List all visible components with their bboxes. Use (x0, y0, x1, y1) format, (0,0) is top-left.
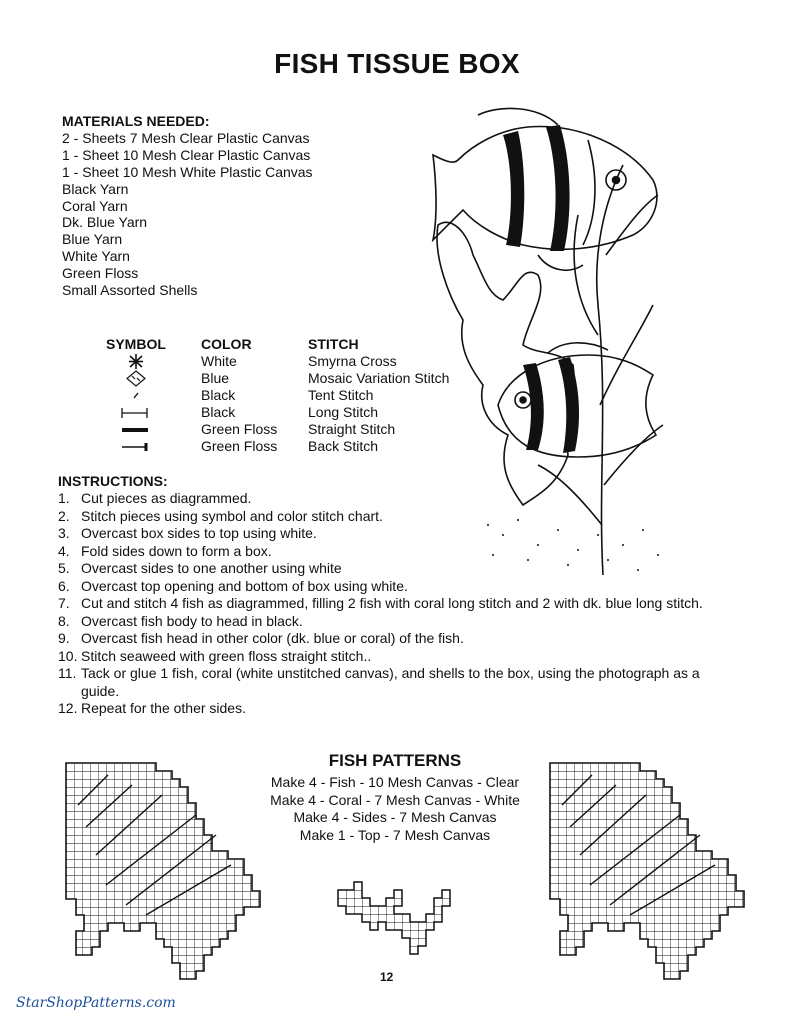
step-text: Overcast fish body to head in black. (81, 612, 303, 629)
instruction-step (58, 665, 738, 700)
materials-section (62, 113, 313, 299)
instructions-header: INSTRUCTIONS: (58, 473, 168, 489)
legend-header-symbol: SYMBOL (106, 336, 166, 352)
materials-item: 2 - Sheets 7 Mesh Clear Plastic Canvas (62, 129, 310, 146)
step-text: Repeat for the other sides. (81, 700, 246, 716)
step-text: Overcast fish head in other color (dk. blue or coral) of the fish. (81, 630, 464, 646)
long-stitch-symbol-icon (106, 404, 186, 421)
step-number: 6. (58, 577, 70, 594)
coral-pattern (338, 882, 458, 962)
instruction-step (58, 700, 738, 718)
instruction-step (58, 543, 738, 561)
pattern-line: Make 4 - Fish - 10 Mesh Canvas - Clear (270, 774, 520, 790)
materials-item: Dk. Blue Yarn (62, 214, 148, 231)
materials-item: Small Assorted Shells (62, 282, 198, 299)
watermark: StarShopPatterns.com (16, 995, 176, 1011)
fish-patterns-header: FISH PATTERNS (328, 751, 462, 770)
materials-item: 1 - Sheet 10 Mesh Clear Plastic Canvas (62, 146, 311, 163)
step-text: Fold sides down to form a box. (81, 542, 272, 559)
instruction-step (58, 648, 738, 666)
legend-color: Blue (201, 370, 230, 386)
legend-stitch: Straight Stitch (308, 421, 396, 437)
step-text: Tack or glue 1 fish, coral (white unstitched canvas), and shells to the box, using the photograph as a guide. (81, 665, 700, 699)
materials-item: White Yarn (62, 248, 130, 265)
step-text: Overcast box sides to top using white. (81, 525, 317, 541)
instruction-step (58, 525, 738, 543)
mosaic-diamond-symbol-icon (106, 370, 186, 387)
legend-header-color: COLOR (201, 336, 252, 352)
step-number: 12. (58, 700, 78, 716)
step-text: Overcast sides to one another using white (81, 560, 342, 576)
legend-color: Black (201, 387, 236, 403)
legend-stitch: Smyrna Cross (308, 353, 397, 369)
instruction-step (58, 613, 738, 631)
tent-stitch-symbol-icon (106, 387, 186, 404)
fish-patterns-section (250, 750, 540, 844)
legend-color: White (201, 353, 237, 369)
step-number: 5. (58, 560, 70, 576)
legend-stitch: Back Stitch (308, 438, 379, 454)
materials-item: Green Floss (62, 265, 139, 282)
page-title: FISH TISSUE BOX (274, 48, 520, 79)
step-number: 8. (58, 612, 70, 629)
step-number: 11. (58, 665, 77, 681)
instructions-section (58, 472, 738, 718)
step-number: 2. (58, 507, 70, 524)
instruction-step (58, 508, 738, 526)
step-number: 4. (58, 542, 70, 559)
legend-color: Green Floss (201, 421, 278, 437)
legend-color: Green Floss (201, 438, 278, 454)
instruction-step (58, 490, 738, 508)
legend-color-column (201, 336, 301, 455)
legend-stitch: Mosaic Variation Stitch (308, 370, 450, 386)
fish-pattern-right (550, 755, 750, 985)
step-number: 3. (58, 525, 70, 541)
step-text: Overcast top opening and bottom of box using white. (81, 577, 408, 594)
materials-item: Coral Yarn (62, 197, 128, 214)
step-number: 7. (58, 595, 70, 611)
materials-item: Blue Yarn (62, 231, 123, 248)
step-number: 10. (58, 647, 78, 664)
legend-header-stitch: STITCH (308, 336, 359, 352)
instruction-step (58, 560, 738, 578)
instruction-step (58, 578, 738, 596)
instruction-step (58, 595, 738, 613)
legend-stitch: Tent Stitch (308, 387, 374, 403)
legend-color: Black (201, 404, 236, 420)
straight-stitch-symbol-icon (106, 421, 186, 438)
step-text: Cut pieces as diagrammed. (81, 490, 252, 506)
step-number: 9. (58, 630, 70, 646)
instruction-step (58, 630, 738, 648)
legend-symbol-column (106, 336, 186, 455)
materials-item: Black Yarn (62, 180, 129, 197)
step-number: 1. (58, 490, 70, 506)
page-number: 12 (380, 970, 394, 984)
step-text: Cut and stitch 4 fish as diagrammed, filling 2 fish with coral long stitch and 2 with dk. blue long stitch. (81, 595, 703, 611)
fish-pattern-left (66, 755, 266, 985)
pattern-line: Make 4 - Coral - 7 Mesh Canvas - White (270, 791, 520, 808)
pattern-line: Make 4 - Sides - 7 Mesh Canvas (293, 809, 497, 825)
legend-stitch: Long Stitch (308, 404, 379, 420)
step-text: Stitch pieces using symbol and color stitch chart. (81, 507, 383, 524)
step-text: Stitch seaweed with green floss straight stitch.. (81, 647, 372, 664)
pattern-line: Make 1 - Top - 7 Mesh Canvas (299, 826, 491, 843)
materials-item: 1 - Sheet 10 Mesh White Plastic Canvas (62, 163, 313, 180)
back-stitch-symbol-icon (106, 438, 186, 455)
smyrna-cross-symbol-icon (106, 353, 186, 370)
materials-header: MATERIALS NEEDED: (62, 113, 210, 129)
